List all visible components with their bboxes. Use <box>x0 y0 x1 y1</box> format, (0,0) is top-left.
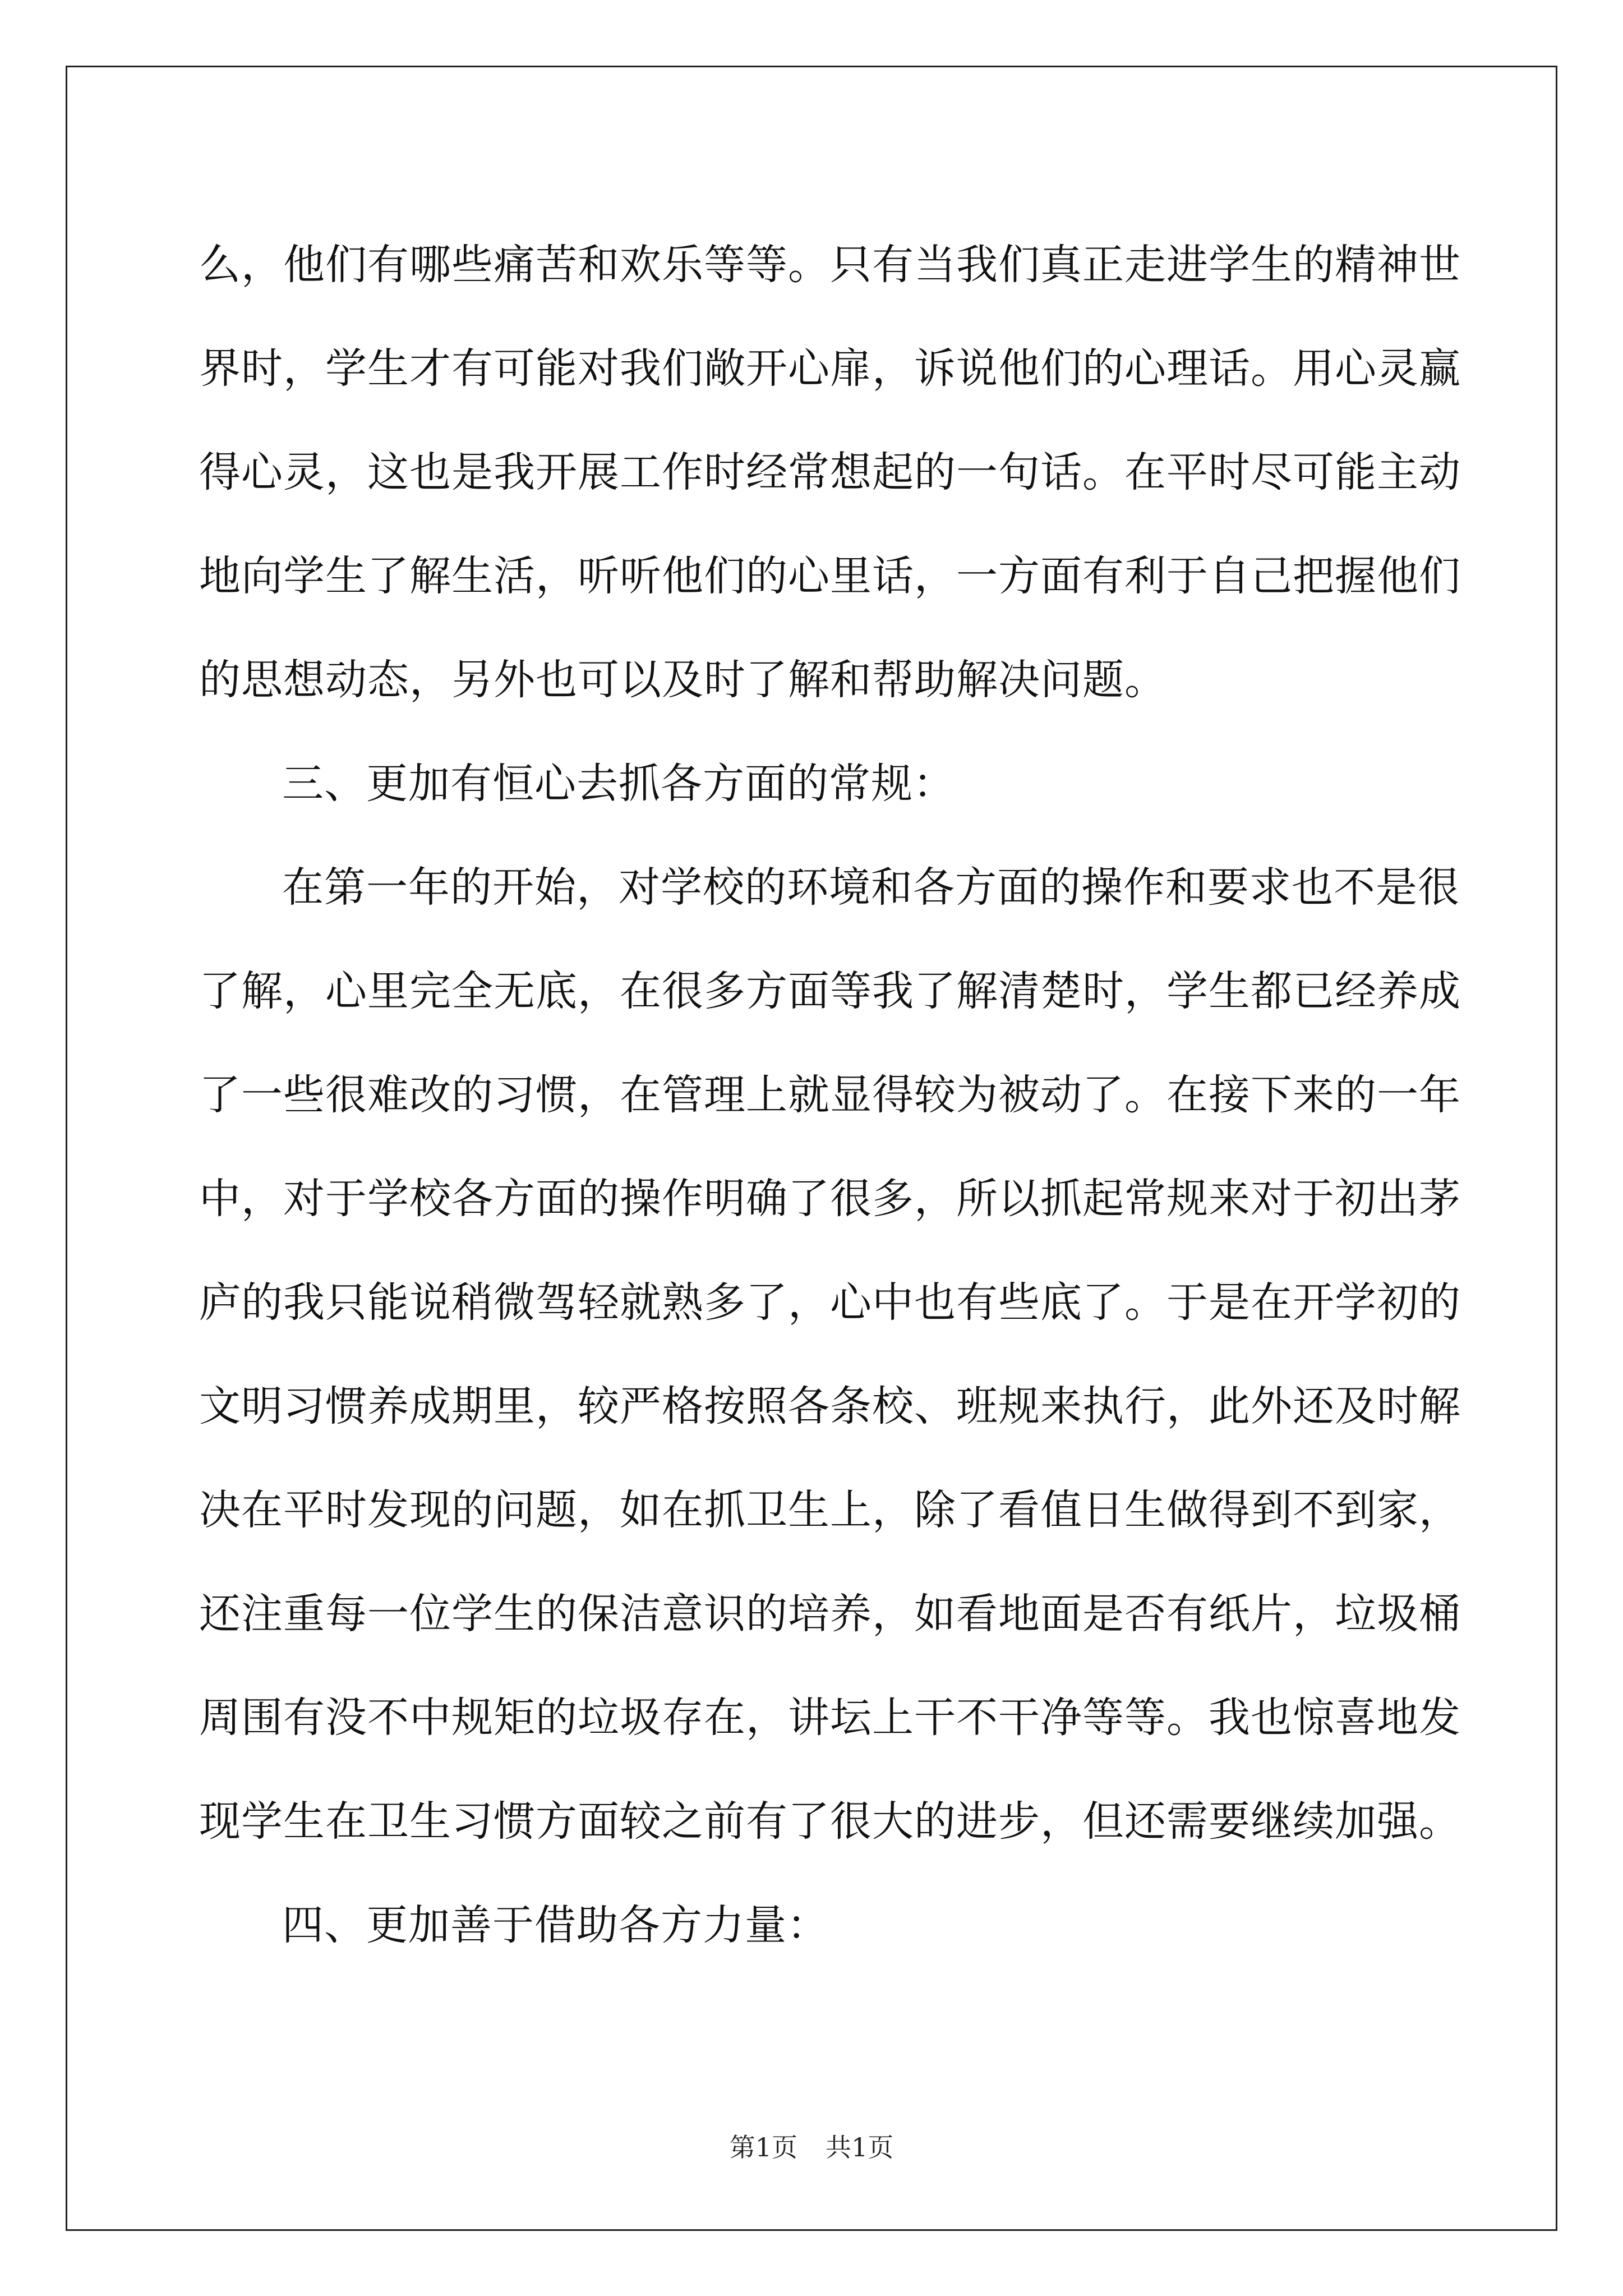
text-line: 界时，学生才有可能对我们敞开心扉，诉说他们的心理话。用心灵赢 <box>199 344 1461 393</box>
page-total: 共1页 <box>826 2132 894 2162</box>
text-line: 现学生在卫生习惯方面较之前有了很大的进步，但还需要继续加强。 <box>199 1797 1461 1846</box>
text-line: 么，他们有哪些痛苦和欢乐等等。只有当我们真正走进学生的精神世 <box>199 241 1461 289</box>
page-number: 第1页 <box>729 2132 797 2162</box>
document-body <box>199 213 1461 1977</box>
text-line: 中，对于学校各方面的操作明确了很多，所以抓起常规来对于初出茅 <box>199 1175 1461 1223</box>
text-line: 了解，心里完全无底，在很多方面等我了解清楚时，学生都已经养成 <box>199 967 1461 1015</box>
text-line: 决在平时发现的问题，如在抓卫生上，除了看值日生做得到不到家， <box>199 1486 1461 1534</box>
text-line: 还注重每一位学生的保洁意识的培养，如看地面是否有纸片，垃圾桶 <box>199 1590 1461 1638</box>
text-line: 周围有没不中规矩的垃圾存在，讲坛上干不干净等等。我也惊喜地发 <box>199 1694 1461 1742</box>
text-line: 庐的我只能说稍微驾轻就熟多了，心中也有些底了。于是在开学初的 <box>199 1278 1461 1327</box>
text-line: 了一些很难改的习惯，在管理上就显得较为被动了。在接下来的一年 <box>199 1071 1461 1119</box>
section-heading: 三、更加有恒心去抓各方面的常规： <box>282 760 955 808</box>
page-footer <box>0 2132 1623 2163</box>
section-heading: 四、更加善于借助各方力量： <box>282 1901 829 1949</box>
text-line: 的思想动态，另外也可以及时了解和帮助解决问题。 <box>199 656 1166 704</box>
text-line: 在第一年的开始，对学校的环境和各方面的操作和要求也不是很 <box>282 863 1460 912</box>
text-line: 文明习惯养成期里，较严格按照各条校、班规来执行，此外还及时解 <box>199 1382 1461 1430</box>
text-line: 地向学生了解生活，听听他们的心里话，一方面有利于自己把握他们 <box>199 552 1461 600</box>
text-line: 得心灵，这也是我开展工作时经常想起的一句话。在平时尽可能主动 <box>199 448 1461 496</box>
